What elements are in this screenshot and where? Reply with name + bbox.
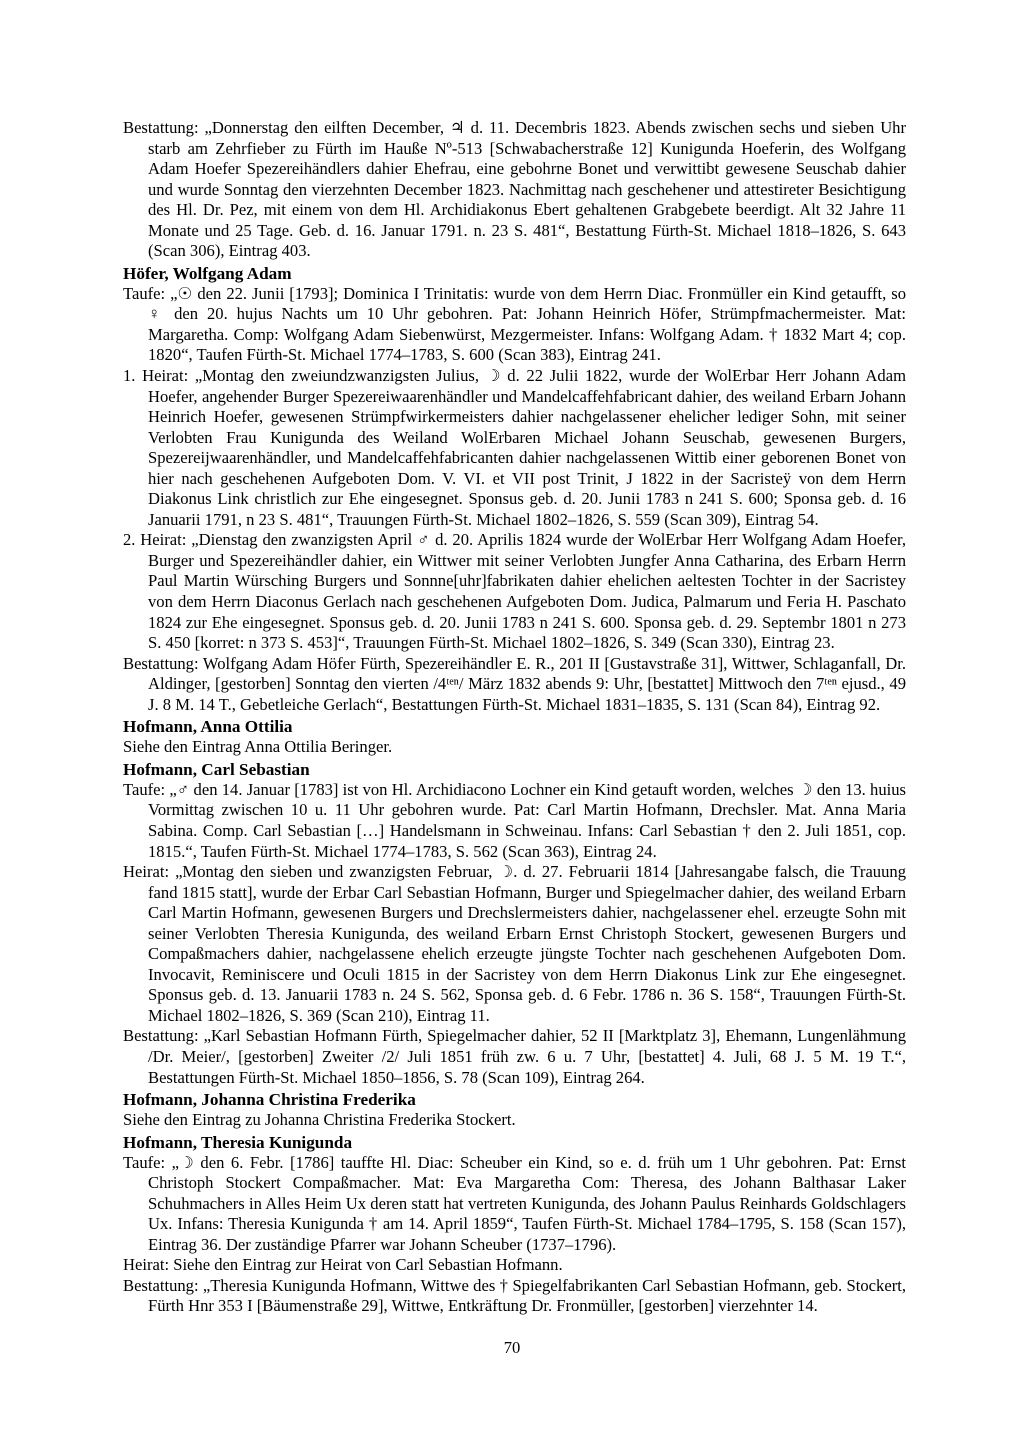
entry-paragraph: Taufe: „♂ den 14. Januar [1783] ist von Hl. Archidiacono Lochner ein Kind getauft worden, welches ☽ den 13. huius Vormittag zwischen 10 u. 11 Uhr gebohren wurde. Pat: Carl Martin Hofmann, Drechsler. Mat. Anna Maria Sabina. Comp. Carl Sebastian […] Handelsmann in Schweinau. Infans: Carl Sebastian † den 2. Juli 1851, cop. 1815.“, Taufen Fürth-St. Michael 1774–1783, S. 562 (Scan 363), Eintrag 24.	[123, 779, 906, 861]
entry-paragraph: 2. Heirat: „Dienstag den zwanzigsten April ♂ d. 20. Aprilis 1824 wurde der WolErbar Herr Wolfgang Adam Hoefer, Burger und Spezereihändler dahier, ein Wittwer mit seiner Verlobten Jungfer Anna Catharina, des Erbarn Herrn Paul Martin Würsching Burgers und Sonnne[uhr]fabrikaten dahier ehelichen aeltesten Tochter in der Sacristey von dem Herrn Diaconus Gerlach nach geschehenen Aufgeboten Dom. Judica, Palmarum und Feria H. Paschato 1824 zur Ehe eingesegnet. Sponsus geb. d. 20. Junii 1783 n 241 S. 600. Sponsa geb. d. 29. Septembr 1801 n 273 S. 450 [korret: n 373 S. 453]“, Trauungen Fürth-St. Michael 1802–1826, S. 349 (Scan 330), Eintrag 23.	[123, 530, 906, 653]
register-text-block	[123, 118, 906, 1317]
entry-paragraph: Bestattung: „Donnerstag den eilften December, ♃ d. 11. Decembris 1823. Abends zwischen sechs und sieben Uhr starb am Zehrfieber zu Fürth im Hauße Nº-513 [Schwabacherstraße 12] Kunigunda Hoeferin, des Wolfgang Adam Hoefer Spezereihändlers dahier Ehefrau, eine gebohrne Bonet und verwittibt gewesene Seuschab dahier und wurde Sonntag den vierzehnten December 1823. Nachmittag nach geschehener und attestireter Besichtigung des Hl. Dr. Pez, mit einem von dem Hl. Archidiakonus Ebert gehaltenen Grabgebete beerdigt. Alt 32 Jahre 11 Monate und 25 Tage. Geb. d. 16. Januar 1791. n. 23 S. 481“, Bestattung Fürth-St. Michael 1818–1826, S. 643 (Scan 306), Eintrag 403.	[123, 118, 906, 261]
entry-paragraph: Heirat: Siehe den Eintrag zur Heirat von Carl Sebastian Hofmann.	[123, 1255, 563, 1275]
entry-heading: Höfer, Wolfgang Adam	[123, 263, 292, 283]
entry-paragraph: 1. Heirat: „Montag den zweiundzwanzigsten Julius, ☽ d. 22 Julii 1822, wurde der WolErbar Herr Johann Adam Hoefer, angehender Burger Spezereiwaarenhändler und Mandelcaffehfabricant dahier, des weiland Erbarn Johann Heinrich Hoefer, gewesenen Strümpfwirkermeisters dahier nachgelassener ehelicher lediger Sohn, mit seiner Verlobten Frau Kunigunda des Weiland WolErbaren Michael Johann Seuschab, gewesenen Burgers, Spezereijwaarenhändler, und Mandelcaffehfabricanten dahier nachgelassenen Wittib einer geborenen Bonet von hier nach geschehenen Aufgeboten Dom. V. VI. et VII post Trinit, J 1822 in der Sacristeÿ von dem Herrn Diakonus Link christlich zur Ehe eingesegnet. Sponsus geb. d. 20. Junii 1783 n 241 S. 600; Sponsa geb. d. 16 Januarii 1791, n 23 S. 481“, Trauungen Fürth-St. Michael 1802–1826, S. 559 (Scan 309), Eintrag 54.	[123, 366, 906, 529]
page-number: 70	[503, 1338, 521, 1357]
entry-paragraph: Taufe: „☉ den 22. Junii [1793]; Dominica I Trinitatis: wurde von dem Herrn Diac. Fronmüller ein Kind getaufft, so ♀ den 20. hujus Nachts um 10 Uhr gebohren. Pat: Johann Heinrich Höfer, Strümpfmachermeister. Mat: Margaretha. Comp: Wolfgang Adam Siebenwürst, Mezgermeister. Infans: Wolfgang Adam. † 1832 Mart 4; cop. 1820“, Taufen Fürth-St. Michael 1774–1783, S. 600 (Scan 383), Eintrag 241.	[123, 283, 906, 365]
entry-heading: Hofmann, Carl Sebastian	[123, 759, 310, 779]
entry-paragraph: Taufe: „☽ den 6. Febr. [1786] tauffte Hl. Diac: Scheuber ein Kind, so e. d. früh um 1 Uhr gebohren. Pat: Ernst Christoph Stockert Compaßmacher. Mat: Eva Margaretha Com: Theresa, des Johann Balthasar Laker Schuhmachers in Alles Heim Ux deren statt hat vertreten Kunigunda, des Johann Paulus Reinhards Goldschlagers Ux. Infans: Theresia Kunigunda † am 14. April 1859“, Taufen Fürth-St. Michael 1784–1795, S. 158 (Scan 157), Eintrag 36. Der zuständige Pfarrer war Johann Scheuber (1737–1796).	[123, 1152, 906, 1254]
entry-paragraph: Bestattung: „Karl Sebastian Hofmann Fürth, Spiegelmacher dahier, 52 II [Marktplatz 3], Ehemann, Lungenlähmung /Dr. Meier/, [gestorben] Zweiter /2/ Juli 1851 früh zw. 6 u. 7 Uhr, [bestattet] 4. Juli, 68 J. 5 M. 19 T.“, Bestattungen Fürth-St. Michael 1850–1856, S. 78 (Scan 109), Eintrag 264.	[123, 1026, 906, 1087]
entry-paragraph: Bestattung: Wolfgang Adam Höfer Fürth, Spezereihändler E. R., 201 II [Gustavstraße 31], Wittwer, Schlaganfall, Dr. Aldinger, [gestorben] Sonntag den vierten /4ᵗᵉⁿ/ März 1832 abends 9: Uhr, [bestattet] Mittwoch den 7ᵗᵉⁿ ejusd., 49 J. 8 M. 14 T., Gebetleiche Gerlach“, Bestattungen Fürth-St. Michael 1831–1835, S. 131 (Scan 84), Eintrag 92.	[123, 653, 906, 714]
entry-paragraph: Siehe den Eintrag Anna Ottilia Beringer.	[123, 737, 393, 757]
entry-paragraph: Siehe den Eintrag zu Johanna Christina Frederika Stockert.	[123, 1110, 516, 1130]
entry-heading: Hofmann, Theresia Kunigunda	[123, 1132, 353, 1152]
entry-paragraph: Bestattung: „Theresia Kunigunda Hofmann, Wittwe des † Spiegelfabrikanten Carl Sebastian Hofmann, geb. Stockert, Fürth Hnr 353 I [Bäumenstraße 29], Wittwe, Entkräftung Dr. Fronmüller, [gestorben] vierzehnter 14.	[123, 1275, 906, 1316]
entry-heading: Hofmann, Anna Ottilia	[123, 717, 293, 737]
entry-paragraph: Heirat: „Montag den sieben und zwanzigsten Februar, ☽. d. 27. Februarii 1814 [Jahresangabe falsch, die Trauung fand 1815 statt], wurde der Erbar Carl Sebastian Hofmann, Burger und Spiegelmacher dahier, des weiland Erbarn Carl Martin Hofmann, gewesenen Burgers und Drechslermeisters dahier, nachgelassener ehel. erzeugte Sohn mit seiner Verlobten Theresia Kunigunda, des weiland Erbarn Ernst Christoph Stockert, gewesenen Burgers und Compaßmachers dahier, nachgelassene ehelich erzeugte jüngste Tochter nach geschehenen Aufgeboten Dom. Invocavit, Reminiscere und Oculi 1815 in der Sacristey von dem Herrn Diakonus Link zur Ehe eingesegnet. Sponsus geb. d. 13. Januarii 1783 n. 24 S. 562, Sponsa geb. d. 6 Febr. 1786 n. 36 S. 158“, Trauungen Fürth-St. Michael 1802–1826, S. 369 (Scan 210), Eintrag 11.	[123, 862, 906, 1025]
entry-heading: Hofmann, Johanna Christina Frederika	[123, 1090, 416, 1110]
